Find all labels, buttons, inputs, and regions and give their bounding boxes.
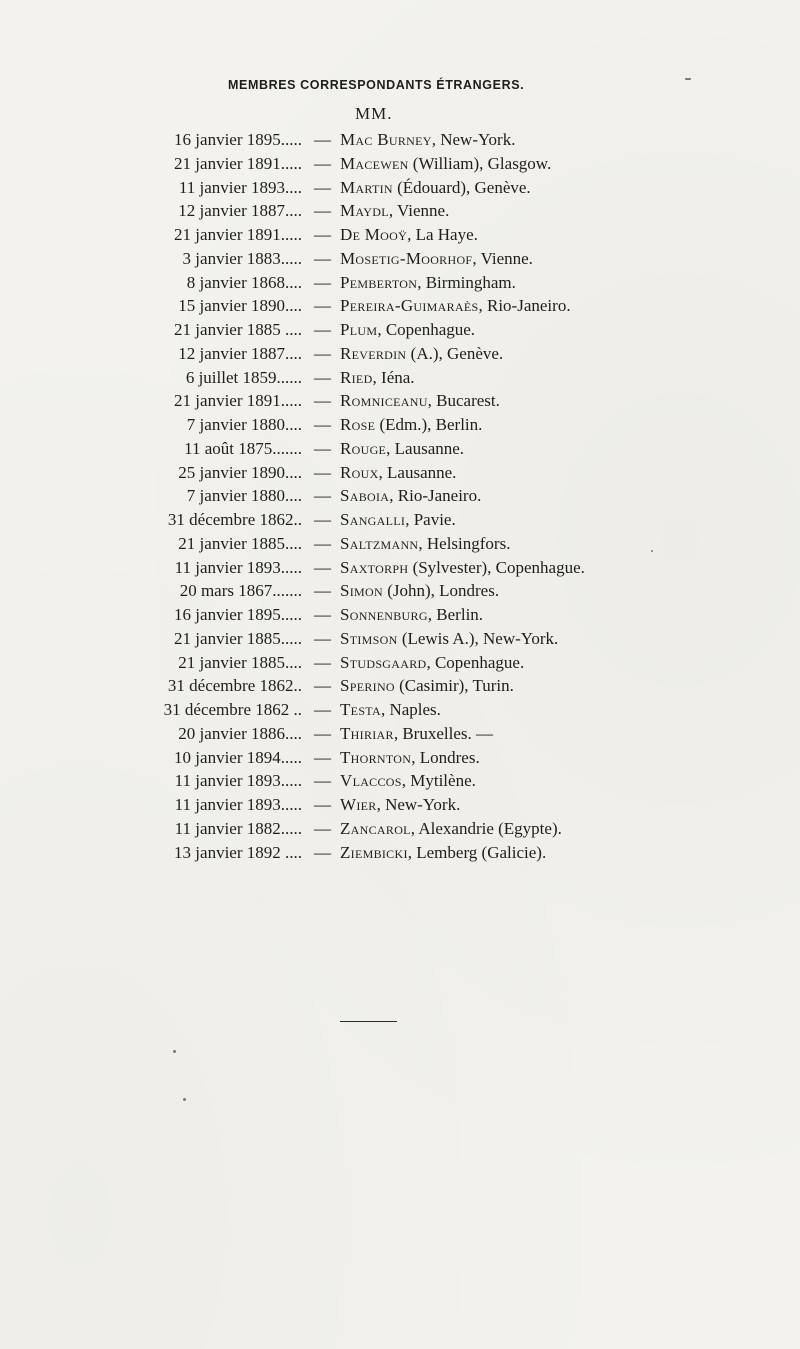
dash-separator: —	[314, 153, 331, 173]
election-date: 20 mars 1867.......	[179, 581, 302, 601]
member-details: , Mytilène.	[401, 771, 476, 791]
dash-separator: —	[314, 367, 331, 387]
election-date: 12 janvier 1887....	[178, 343, 302, 363]
member-entry	[340, 176, 531, 200]
paper-speck	[183, 1098, 186, 1101]
election-date: 3 janvier 1883.....	[182, 248, 302, 268]
member-row	[0, 532, 800, 556]
dash-separator: —	[314, 581, 331, 601]
election-date: 6 juillet 1859......	[185, 367, 302, 387]
dash-separator: —	[314, 510, 331, 529]
election-date: 21 janvier 1885....	[178, 533, 302, 553]
member-details: , La Haye.	[407, 225, 478, 244]
election-date: 21 janvier 1885....	[178, 652, 302, 672]
member-details: , Birmingham.	[417, 272, 516, 292]
member-row	[0, 389, 800, 413]
member-name: De Mooÿ	[340, 225, 408, 244]
member-entry	[340, 366, 415, 390]
dash-separator: —	[314, 676, 331, 696]
member-row	[0, 128, 800, 152]
member-name: Martin	[340, 177, 393, 197]
member-details: , Alexandrie (Egypte).	[410, 818, 562, 838]
dash-separator: —	[314, 438, 331, 458]
member-details: , Copenhague.	[377, 320, 476, 339]
member-name: Ziembicki	[340, 842, 408, 862]
member-row	[0, 746, 800, 770]
member-row	[0, 556, 800, 580]
member-entry	[340, 484, 481, 508]
member-name: Studsgaard	[340, 652, 427, 672]
member-entry	[340, 247, 533, 271]
member-row	[0, 366, 800, 390]
election-date: 13 janvier 1892 ....	[174, 842, 302, 862]
election-date: 15 janvier 1890....	[178, 296, 302, 316]
election-date: 21 janvier 1885.....	[174, 628, 302, 648]
dash-separator: —	[314, 557, 331, 577]
member-name: Sonnenburg	[340, 605, 428, 624]
member-details: , Lemberg (Galicie).	[407, 842, 547, 862]
member-name: Zancarol	[340, 818, 411, 838]
dash-separator: —	[314, 320, 331, 339]
member-details: , Iéna.	[372, 367, 415, 387]
member-entry	[340, 674, 514, 698]
dash-separator: —	[314, 225, 331, 244]
election-date: 20 janvier 1886....	[178, 723, 302, 743]
member-details: (Edm.), Berlin.	[375, 415, 483, 434]
election-date: 7 janvier 1880....	[186, 415, 302, 434]
member-details: , Rio-Janeiro.	[478, 296, 571, 316]
dash-separator: —	[314, 177, 331, 197]
running-title: MEMBRES CORRESPONDANTS ÉTRANGERS.	[228, 78, 525, 92]
election-date: 8 janvier 1868....	[186, 272, 302, 292]
paper-speck	[685, 78, 691, 80]
dash-separator: —	[314, 628, 331, 648]
member-row	[0, 318, 800, 342]
member-details: (Lewis A.), New-York.	[397, 628, 559, 648]
member-entry	[340, 508, 456, 532]
member-name: Maydl	[340, 201, 389, 221]
member-name: Testa	[340, 700, 381, 719]
dash-separator: —	[314, 723, 331, 743]
member-row	[0, 294, 800, 318]
member-row	[0, 461, 800, 485]
member-entry	[340, 152, 551, 176]
member-details: , Bruxelles. —	[393, 723, 493, 743]
dash-separator: —	[314, 486, 331, 506]
member-details: , New-York.	[376, 795, 461, 814]
member-details: (Édouard), Genève.	[392, 177, 531, 197]
member-row	[0, 698, 800, 722]
member-entry	[340, 556, 585, 580]
member-details: , Rio-Janeiro.	[389, 486, 482, 506]
member-row	[0, 508, 800, 532]
member-row	[0, 627, 800, 651]
dash-separator: —	[314, 296, 331, 316]
election-date: 10 janvier 1894.....	[174, 747, 302, 767]
member-details: , Vienne.	[472, 248, 533, 268]
member-entry	[340, 271, 516, 295]
dash-separator: —	[314, 842, 331, 862]
member-entry	[340, 746, 480, 770]
member-details: , Naples.	[380, 700, 441, 719]
member-entry	[340, 199, 449, 223]
member-name: Romniceanu	[340, 391, 428, 411]
member-row	[0, 722, 800, 746]
member-row	[0, 176, 800, 200]
dash-separator: —	[314, 201, 331, 221]
election-date: 11 janvier 1882.....	[174, 818, 302, 838]
member-details: (Casimir), Turin.	[394, 676, 514, 696]
member-row	[0, 413, 800, 437]
election-date: 12 janvier 1887....	[178, 201, 302, 221]
member-name: Thiriar	[340, 723, 394, 743]
election-date: 31 décembre 1862..	[167, 510, 302, 529]
member-details: , Vienne.	[388, 201, 450, 221]
dash-separator: —	[314, 462, 331, 482]
member-entry	[340, 579, 499, 603]
dash-separator: —	[314, 795, 331, 814]
member-name: Mac Burney	[340, 130, 432, 149]
member-details: , Pavie.	[405, 510, 456, 529]
dash-separator: —	[314, 700, 331, 719]
member-entry	[340, 627, 558, 651]
member-details: (John), Londres.	[382, 581, 500, 601]
member-entry	[340, 817, 562, 841]
member-row	[0, 841, 800, 865]
member-details: (William), Glasgow.	[408, 153, 552, 173]
member-name: Sperino	[340, 676, 395, 696]
member-name: Ried	[340, 367, 373, 387]
dash-separator: —	[314, 818, 331, 838]
member-row	[0, 223, 800, 247]
election-date: 7 janvier 1880....	[186, 486, 302, 506]
member-row	[0, 152, 800, 176]
member-details: , New-York.	[431, 130, 516, 149]
election-date: 11 janvier 1893.....	[174, 557, 302, 577]
election-date: 31 décembre 1862..	[167, 676, 302, 696]
member-name: Simon	[340, 581, 383, 601]
member-details: , Lausanne.	[378, 462, 457, 482]
member-row	[0, 769, 800, 793]
member-entry	[340, 342, 503, 366]
member-name: Pereira-Guimaraès	[340, 296, 479, 316]
member-row	[0, 817, 800, 841]
member-entry	[340, 461, 456, 485]
paper-speck	[651, 550, 653, 552]
member-entry	[340, 698, 441, 722]
election-date: 16 janvier 1895.....	[174, 605, 302, 624]
member-entry	[340, 128, 515, 152]
member-name: Rose	[340, 415, 376, 434]
member-entry	[340, 223, 478, 247]
dash-separator: —	[314, 272, 331, 292]
member-entry	[340, 294, 571, 318]
dash-separator: —	[314, 391, 331, 411]
member-row	[0, 247, 800, 271]
election-date: 11 janvier 1893.....	[174, 795, 302, 814]
member-row	[0, 651, 800, 675]
end-rule	[340, 1021, 397, 1022]
election-date: 21 janvier 1891.....	[174, 225, 302, 244]
dash-separator: —	[314, 771, 331, 791]
member-name: Pemberton	[340, 272, 418, 292]
member-name: Sangalli	[340, 510, 406, 529]
election-date: 21 janvier 1885 ....	[174, 320, 302, 339]
member-details: , Copenhague.	[426, 652, 525, 672]
member-details: , Bucarest.	[427, 391, 500, 411]
dash-separator: —	[314, 343, 331, 363]
election-date: 16 janvier 1895.....	[174, 130, 302, 149]
member-row	[0, 579, 800, 603]
member-row	[0, 674, 800, 698]
member-row	[0, 342, 800, 366]
member-row	[0, 437, 800, 461]
member-row	[0, 603, 800, 627]
dash-separator: —	[314, 248, 331, 268]
member-row	[0, 484, 800, 508]
member-details: , Londres.	[411, 747, 480, 767]
member-entry	[340, 651, 524, 675]
member-name: Saltzmann	[340, 533, 419, 553]
section-label-mm: MM.	[355, 104, 393, 123]
election-date: 11 janvier 1893.....	[174, 771, 302, 791]
member-row	[0, 199, 800, 223]
dash-separator: —	[314, 605, 331, 624]
election-date: 11 août 1875.......	[184, 438, 302, 458]
member-details: (A.), Genève.	[406, 343, 504, 363]
member-name: Saxtorph	[340, 557, 409, 577]
election-date: 21 janvier 1891.....	[174, 153, 302, 173]
member-details: , Berlin.	[427, 605, 484, 624]
member-entry	[340, 532, 510, 556]
member-name: Saboia	[340, 486, 390, 506]
member-entry	[340, 437, 464, 461]
member-entry	[340, 318, 475, 342]
member-name: Wier	[340, 795, 377, 814]
member-name: Vlaccos	[340, 771, 402, 791]
member-entry	[340, 389, 500, 413]
election-date: 31 décembre 1862 ..	[163, 700, 302, 719]
member-entry	[340, 413, 482, 437]
election-date: 11 janvier 1893....	[178, 177, 302, 197]
member-name: Macewen	[340, 153, 409, 173]
member-name: Reverdin	[340, 343, 407, 363]
member-entry	[340, 793, 460, 817]
member-name: Roux	[340, 462, 379, 482]
election-date: 21 janvier 1891.....	[174, 391, 302, 411]
member-name: Mosetig-Moorhof	[340, 248, 473, 268]
member-details: , Lausanne.	[386, 438, 465, 458]
paper-speck	[173, 1050, 176, 1053]
member-row	[0, 793, 800, 817]
member-details: , Helsingfors.	[418, 533, 511, 553]
dash-separator: —	[314, 533, 331, 553]
dash-separator: —	[314, 130, 331, 149]
dash-separator: —	[314, 652, 331, 672]
member-name: Rouge	[340, 438, 387, 458]
election-date: 25 janvier 1890....	[178, 462, 302, 482]
member-details: (Sylvester), Copenhague.	[408, 557, 585, 577]
member-entry	[340, 841, 546, 865]
member-list	[0, 128, 800, 864]
member-entry	[340, 769, 476, 793]
dash-separator: —	[314, 747, 331, 767]
member-row	[0, 271, 800, 295]
member-name: Thornton	[340, 747, 412, 767]
dash-separator: —	[314, 415, 331, 434]
member-entry	[340, 722, 493, 746]
member-name: Stimson	[340, 628, 398, 648]
member-entry	[340, 603, 483, 627]
member-name: Plum	[340, 320, 378, 339]
